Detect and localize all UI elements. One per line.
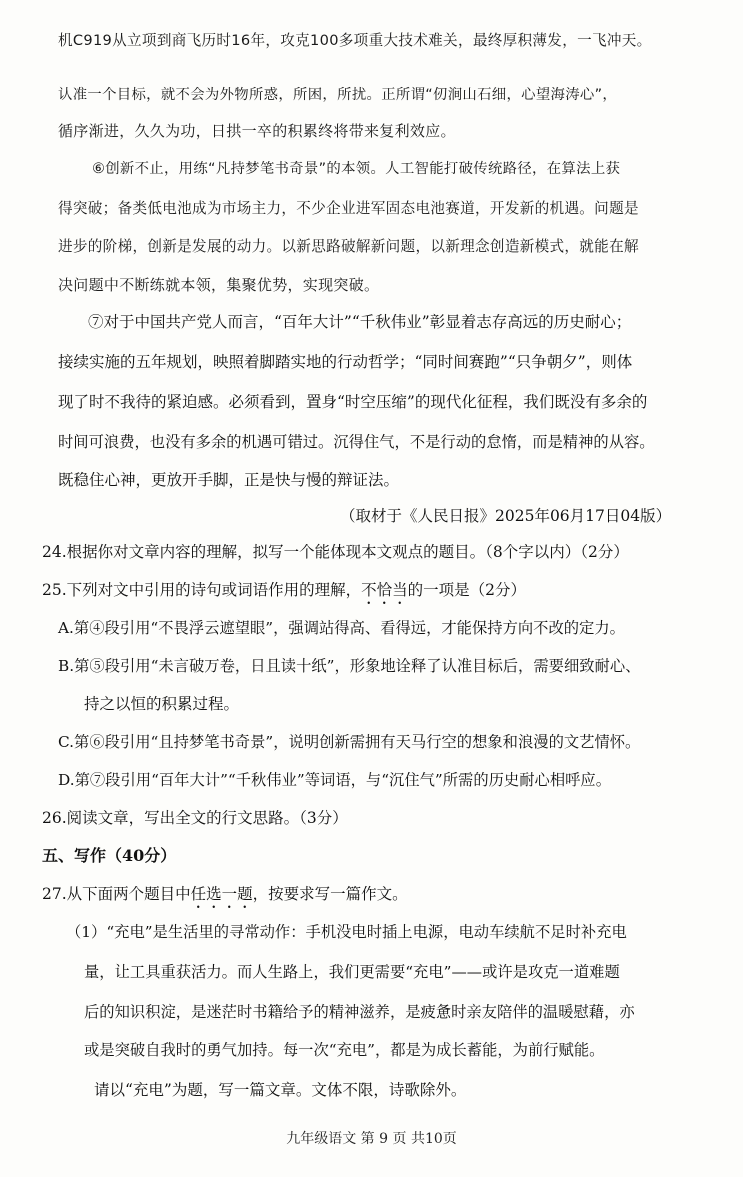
topic-1-line: 量，让工具重获活力。而人生路上，我们更需要“充电”——或许是攻克一道难题 xyxy=(84,963,620,981)
source-citation: （取材于《人民日报》2025年06月17日04版） xyxy=(340,507,672,525)
topic-1-line: 或是突破自我时的勇气加持。每一次“充电”，都是为成长蓄能，为前行赋能。 xyxy=(84,1041,605,1059)
option-d: D.第⑦段引用“百年大计”“千秋伟业”等词语，与“沉住气”所需的历史耐心相呼应。 xyxy=(58,771,612,789)
paragraph-6-line: 得突破；备类低电池成为市场主力，不少企业进军固态电池赛道，开发新的机遇。问题是 xyxy=(58,200,639,217)
emphasis-dots: 不恰当 xyxy=(361,581,408,599)
paragraph-6-line: 进步的阶梯，创新是发展的动力。以新思路破解新问题，以新理念创造新模式，就能在解 xyxy=(58,238,639,255)
question-24: 24.根据你对文章内容的理解，拟写一个能体现本文观点的题目。（8个字以内）（2分） xyxy=(42,543,629,561)
topic-1-instruction: 请以“充电”为题，写一篇文章。文体不限，诗歌除外。 xyxy=(94,1081,467,1099)
option-b-cont: 持之以恒的积累过程。 xyxy=(84,695,240,713)
emphasis-dots: 任选一题 xyxy=(190,885,253,903)
paragraph-7-line: 接续实施的五年规划，映照着脚踏实地的行动哲学；“同时间赛跑”“只争朝夕”，则体 xyxy=(58,353,633,371)
handwritten-line: 机C919从立项到商飞历时16年，攻克100多项重大技术难关，最终厚积薄发，一飞冲天。 xyxy=(58,32,652,49)
paragraph-6-line: 决问题中不断练就本领，集聚优势，实现突破。 xyxy=(58,276,380,294)
handwritten-line: 认准一个目标，就不会为外物所惑，所困，所扰。正所谓“仞涧山石细，心望海涛心”， xyxy=(58,87,618,103)
paragraph-6-line: ⑥创新不止，用练“凡持梦笔书奇景”的本领。人工智能打破传统路径，在算法上获 xyxy=(92,161,621,177)
paragraph-7-line: 时间可浪费，也没有多余的机遇可错过。沉得住气，不是行动的怠惰，而是精神的从容。 xyxy=(58,433,655,451)
page-footer: 九年级语文 第 9 页 共10页 xyxy=(286,1131,457,1147)
option-b: B.第⑤段引用“未言破万卷，日且读十纸”，形象地诠释了认准目标后，需要细致耐心、 xyxy=(58,657,641,675)
topic-1-line: （1）“充电”是生活里的寻常动作：手机没电时插上电源，电动车续航不足时补充电 xyxy=(66,923,627,941)
question-26: 26.阅读文章，写出全文的行文思路。（3分） xyxy=(42,809,348,827)
handwritten-line: 循序渐进，久久为功，日拱一卒的积累终将带来复利效应。 xyxy=(58,122,456,140)
question-27: 27.从下面两个题目中任选一题，按要求写一篇作文。 xyxy=(42,885,408,903)
topic-1-line: 后的知识积淀，是迷茫时书籍给予的精神滋养，是疲惫时亲友陪伴的温暖慰藉，亦 xyxy=(84,1003,635,1021)
paragraph-7-line: 既稳住心神，更放开手脚，正是快与慢的辩证法。 xyxy=(58,471,400,489)
option-a: A.第④段引用“不畏浮云遮望眼”，强调站得高、看得远，才能保持方向不改的定力。 xyxy=(58,619,625,637)
paragraph-7-line: 现了时不我待的紧迫感。必须看到，置身“时空压缩”的现代化征程，我们既没有多余的 xyxy=(58,393,648,411)
paragraph-7-line: ⑦对于中国共产党人而言，“百年大计”“千秋伟业”彰显着志存高远的历史耐心； xyxy=(88,313,632,331)
section-heading: 五、写作（40分） xyxy=(42,846,177,865)
question-25: 25.下列对文中引用的诗句或词语作用的理解，不恰当的一项是（2分） xyxy=(42,581,527,599)
option-c: C.第⑥段引用“且持梦笔书奇景”，说明创新需拥有天马行空的想象和浪漫的文艺情怀。 xyxy=(58,733,641,751)
